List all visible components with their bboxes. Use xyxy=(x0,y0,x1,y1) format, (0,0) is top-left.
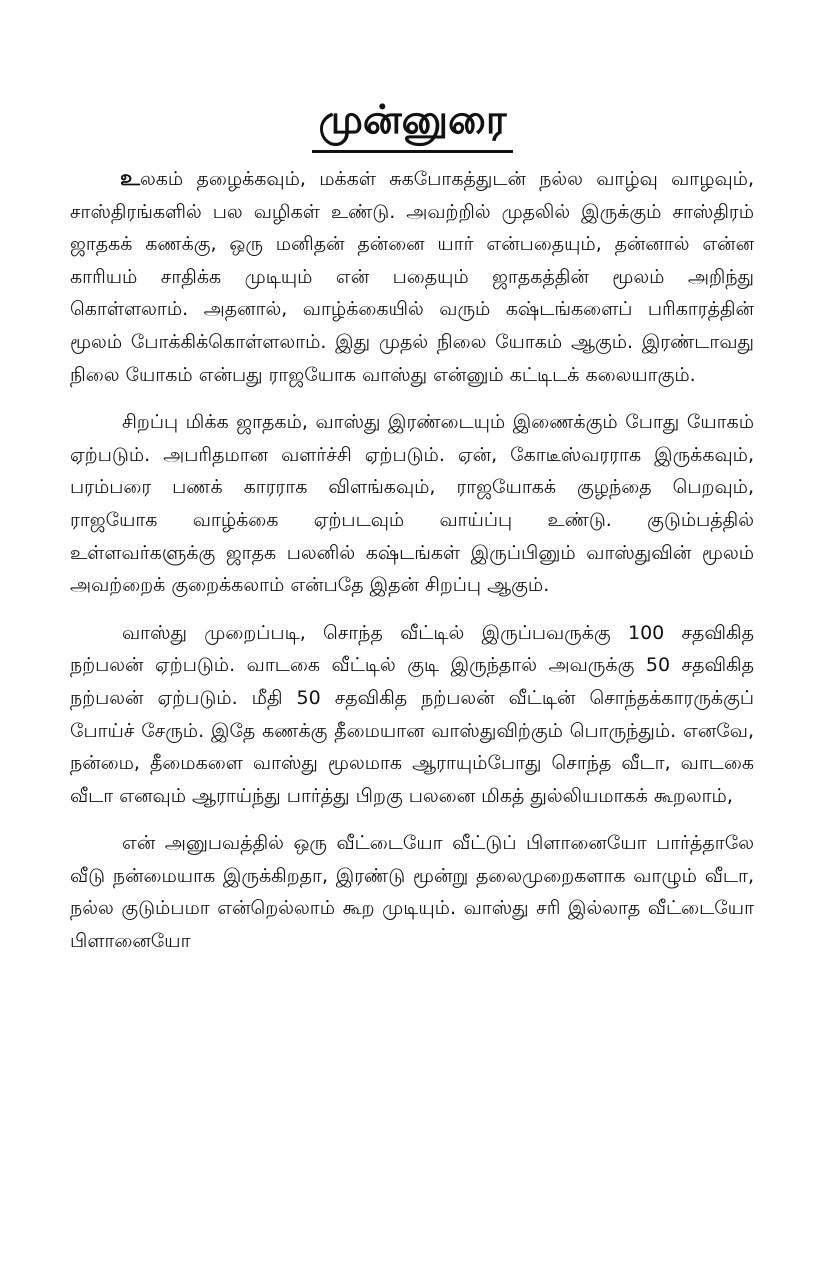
page-title: முன்னுரை xyxy=(312,92,512,153)
preface-body xyxy=(70,163,754,958)
paragraph-1-text: லகம் தழைக்கவும், மக்கள் சுகபோகத்துடன் நல்ல வாழ்வு வாழவும், சாஸ்திரங்களில் பல வழிகள் உண்டு. அவற்றில் முதலில் இருக்கும் சாஸ்திரம் ஜாதகக் கணக்கு, ஒரு மனிதன் தன்னை யார் என்பதையும், தன்னால் என்ன காரியம் சாதிக்க முடியும் என் பதையும் ஜாதகத்தின் மூலம் அறிந்து கொள்ளலாம். அதனால், வாழ்க்கையில் வரும் கஷ்டங்களைப் பரிகாரத்தின் மூலம் போக்கிக்கொள்ளலாம். இது முதல் நிலை யோகம் ஆகும். இரண்டாவது நிலை யோகம் என்பது ராஜயோக வாஸ்து என்னும் கட்டிடக் கலையாகும். xyxy=(70,168,754,386)
paragraph-1 xyxy=(70,163,754,391)
paragraph-4: என் அனுபவத்தில் ஒரு வீட்டையோ வீட்டுப் பிளானையோ பார்த்தாலே வீடு நன்மையாக இருக்கிறதா, இரண்டு மூன்று தலைமுறைகளாக வாழும் வீடா, நல்ல குடும்பமா என்றெல்லாம் கூற முடியும். வாஸ்து சரி இல்லாத வீட்டையோ பிளானையோ xyxy=(70,832,754,953)
paragraph-3: வாஸ்து முறைப்படி, சொந்த வீட்டில் இருப்பவருக்கு 100 சதவிகித நற்பலன் ஏற்படும். வாடகை வீட்டில் குடி இருந்தால் அவருக்கு 50 சதவிகித நற்பலன் ஏற்படும். மீதி 50 சதவிகித நற்பலன் வீட்டின் சொந்தக்காரருக்குப் போய்ச் சேரும். இதே கணக்கு தீமையான வாஸ்துவிற்கும் பொருந்தும். எனவே, நன்மை, தீமைகளை வாஸ்து மூலமாக ஆராயும்போது சொந்த வீடா, வாடகை வீடா எனவும் ஆராய்ந்து பார்த்து பிறகு பலனை மிகத் துல்லியமாகக் கூறலாம், xyxy=(70,621,754,807)
title-container xyxy=(0,92,825,153)
lead-letter: உ xyxy=(120,166,140,191)
paragraph-2: சிறப்பு மிக்க ஜாதகம், வாஸ்து இரண்டையும் இணைக்கும் போது யோகம் ஏற்படும். அபரிதமான வளர்ச்சி ஏற்படும். ஏன், கோடீஸ்வரராக இருக்கவும், பரம்பரை பணக் காரராக விளங்கவும், ராஜயோகக் குழந்தை பெறவும், ராஜயோக வாழ்க்கை ஏற்படவும் வாய்ப்பு உண்டு. குடும்பத்தில் உள்ளவர்களுக்கு ஜாதக பலனில் கஷ்டங்கள் இருப்பினும் வாஸ்துவின் மூலம் அவற்றைக் குறைக்கலாம் என்பதே இதன் சிறப்பு ஆகும். xyxy=(70,411,754,597)
